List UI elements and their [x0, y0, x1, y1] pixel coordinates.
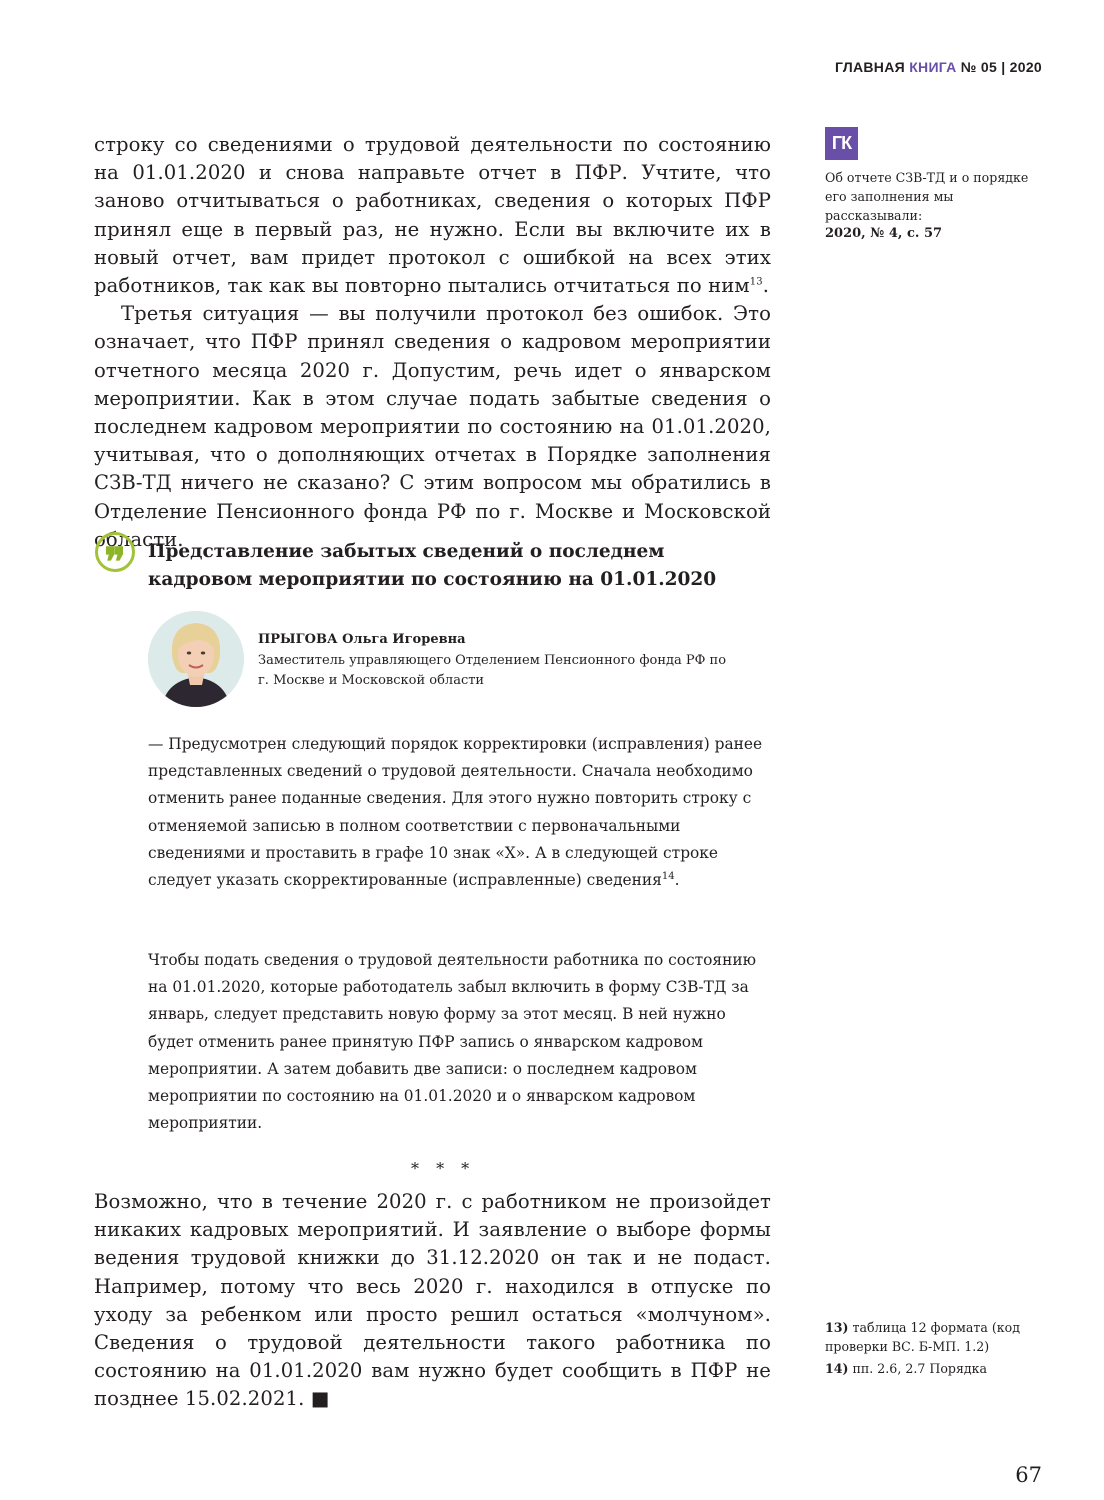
main-paragraph-2: Третья ситуация — вы получили протокол без ошибок. Это означает, что ПФР принял сведения о кадровом мероприятии отчетного месяца 2020 г. Допустим, речь идет о январском мероприятии. Как в этом случае подать забытые сведения о последнем кадровом мероприятии по состоянию на 01.01.2020, учитывая, что о дополняющих отчетах в Порядке заполнения СЗВ-ТД ничего не сказано? С этим вопросом мы обратились в Отделение Пенсионного фонда РФ по г. Москве и Московской области. [94, 302, 771, 551]
brand-part1: ГЛАВНАЯ [834, 59, 905, 75]
footnote-ref-13[interactable]: 13 [749, 276, 763, 288]
quote-paragraph-1: — Предусмотрен следующий порядок корректировки (исправления) ранее представленных сведений о трудовой деятельности. Сначала необходимо отменить ранее поданные сведения. Для этого нужно повторить строку с отменяемой записью в полном соответствии с первоначальными сведениями и проставить в графе 10 знак «Х». А в следующей строке следует указать скорректированные (исправленные) сведения$^{14}$. [148, 735, 763, 890]
gk-logo-icon: ГК [825, 127, 858, 160]
sidebar-note: Об отчете СЗВ-ТД и о порядке его заполнения мы рассказывали: [825, 170, 1029, 223]
issue-number: № 05 | 2020 [960, 59, 1042, 75]
main-paragraph-1: строку со сведениями о трудовой деятельности по состоянию на 01.01.2020 и снова направьте отчет в ПФР. Учтите, что заново отчитываться о работниках, сведения о которых ПФР принял еще в первый раз, не нужно. Если вы включите их в новый отчет, вам придет протокол с ошибкой на всех этих работников, так как вы повторно пытались отчитаться по ним$^{13}$. [94, 133, 771, 298]
brand-part2: КНИГА [909, 59, 957, 75]
section-separator: * * * [411, 1159, 476, 1178]
footnote-14: 14) пп. 2.6, 2.7 Порядка [825, 1361, 988, 1376]
footnote-ref-14[interactable]: 14 [661, 870, 675, 882]
quote-mark-icon: ❞ [95, 532, 135, 572]
expert-portrait-icon [148, 611, 244, 707]
sidebar-reference[interactable]: 2020, № 4, с. 57 [825, 226, 943, 241]
expert-role: Заместитель управляющего Отделением Пенсионного фонда РФ по г. Москве и Московской области [258, 653, 727, 688]
quote-paragraph-2: Чтобы подать сведения о трудовой деятельности работника по состоянию на 01.01.2020, которые работодатель забыл включить в форму СЗВ-ТД за январь, следует представить новую форму за этот месяц. В ней нужно будет отменить ранее принятую ПФР запись о январском кадровом мероприятии. А затем добавить две записи: о последнем кадровом мероприятии по состоянию на 01.01.2020 и о январском кадровом мероприятии. [148, 951, 757, 1133]
quote-body [148, 731, 768, 894]
expert-avatar [148, 611, 244, 707]
end-mark: ■ [310, 1387, 330, 1411]
page-number: 67 [1015, 1463, 1042, 1487]
quote-body-2 [148, 947, 768, 1137]
journal-header [835, 59, 1042, 75]
main-paragraph-3: Возможно, что в течение 2020 г. с работником не произойдет никаких кадровых мероприятий. И заявление о выборе формы ведения трудовой книжки до 31.12.2020 он так и не подаст. Например, потому что весь 2020 г. находился в отпуске по уходу за ребенком или просто решил остаться «молчуном». Сведения о трудовой деятельности такого работника по состоянию на 01.01.2020 вам нужно будет сообщить в ПФР не позднее 15.02.2021. ■ [94, 1190, 771, 1411]
expert-name: ПРЫГОВА Ольга Игоревна [258, 632, 466, 647]
footnote-13: 13) таблица 12 формата (код проверки ВС. Б-МП. 1.2) [825, 1320, 1020, 1354]
quote-box-title: Представление забытых сведений о последнем кадровом мероприятии по состоянию на 01.01.2020 [148, 541, 717, 590]
main-text-top [94, 131, 771, 554]
main-text-bottom [94, 1188, 771, 1414]
footnotes [825, 1319, 1055, 1383]
